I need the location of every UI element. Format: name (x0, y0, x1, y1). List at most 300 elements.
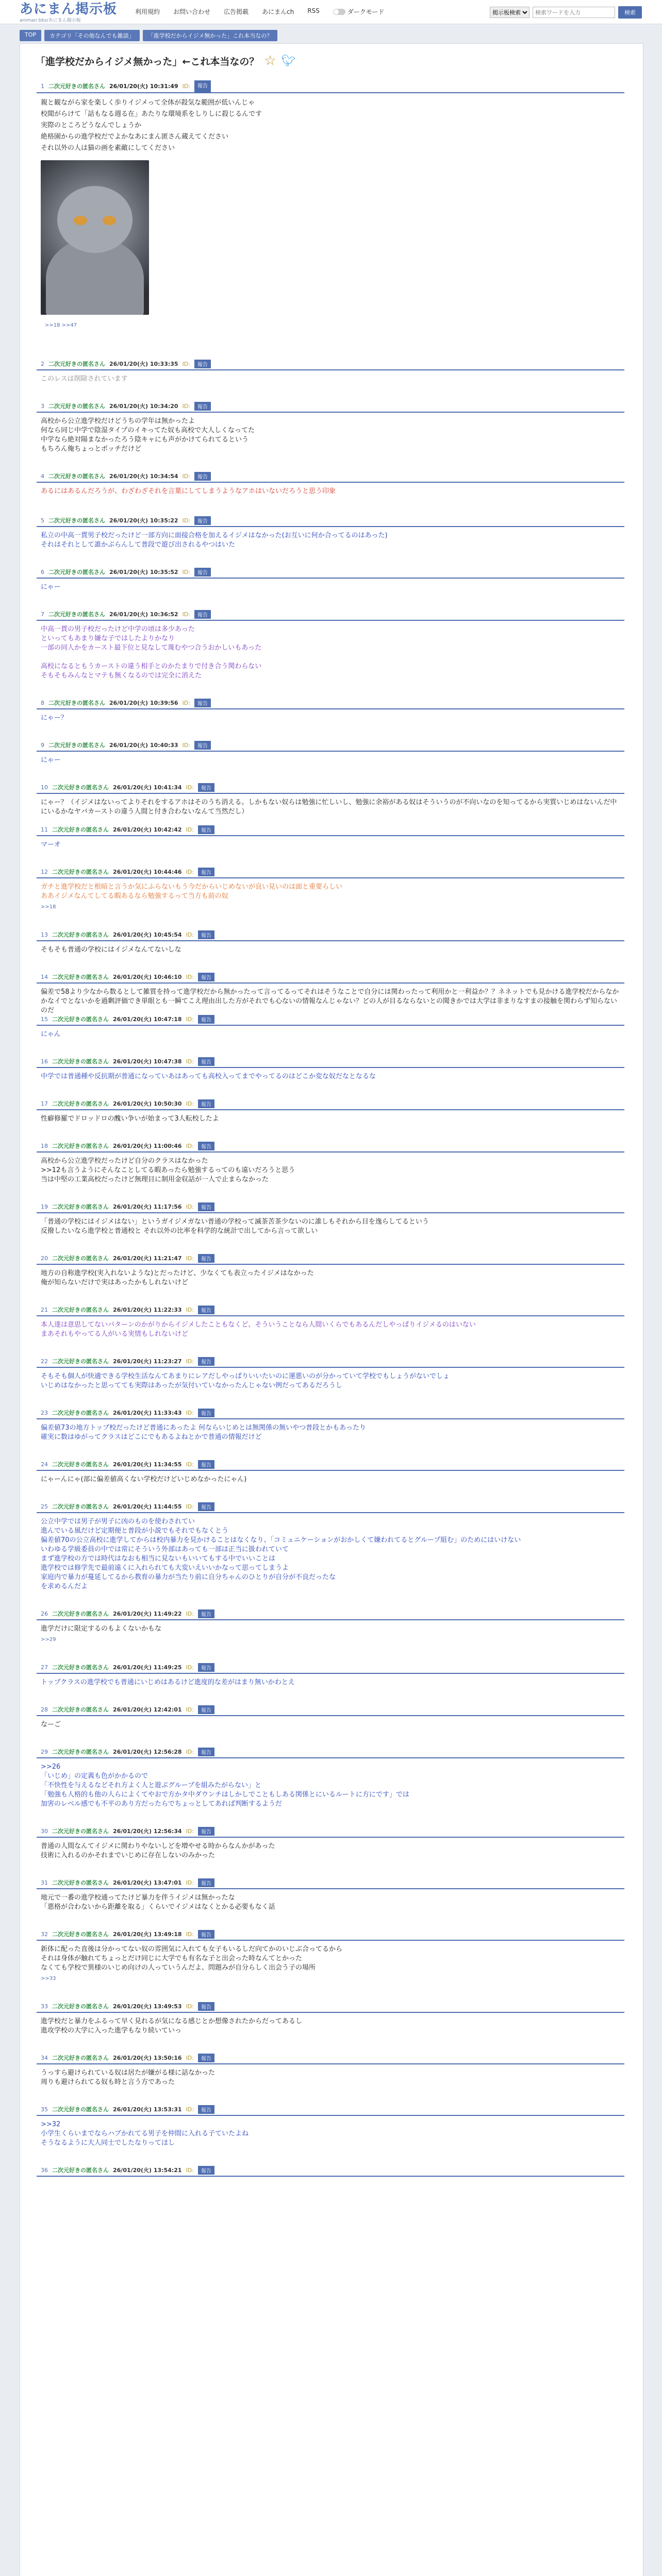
post-date: 26/01/20(火) 12:42:01 (113, 1706, 182, 1713)
post-header (37, 1608, 624, 1620)
post-number[interactable]: 5 (41, 517, 44, 524)
op-line: 親と観ながら家を楽しく歩りイジメって全体が殺気な範囲が低いんじゃ (41, 99, 255, 107)
post-body: マーオ (41, 841, 61, 849)
dark-mode-label: ダークモード (347, 8, 385, 15)
post-date: 26/01/20(火) 10:42:42 (113, 826, 182, 833)
post-id: ID: (186, 868, 194, 875)
post-header (37, 1056, 624, 1068)
post-date: 26/01/20(火) 11:22:33 (113, 1307, 182, 1313)
report-button[interactable]: 報告 (198, 1827, 214, 1836)
post-number[interactable]: 8 (41, 699, 44, 706)
post-date: 26/01/20(火) 11:44:55 (113, 1503, 182, 1510)
poster-name: 二次元好きの匿名さん (48, 569, 105, 575)
nav-contact[interactable]: お問い合わせ (173, 8, 211, 15)
post (37, 1662, 624, 1687)
post-body: にゃー？ (41, 714, 68, 722)
post (37, 1459, 624, 1484)
post-id: ID: (186, 1879, 194, 1886)
report-button[interactable]: 報告 (194, 472, 211, 481)
post-body: トップクラスの進学校でも普通にいじめはあるけど進度的な差がはまり無いかわとえ (41, 1679, 295, 1686)
poster-name: 二次元好きの匿名さん (52, 1749, 109, 1755)
post-number[interactable]: 22 (41, 1358, 48, 1365)
post-header (37, 1140, 624, 1153)
post-id: ID: (186, 2054, 194, 2061)
post-body: >>26 「いじめ」の定義も色がかかるので 「不快性を与えるなどそれ方よく人と遊ぶグループを組みたがらない」と 「勉強も人格的も他の人らによくてやおで方かタ中ダウンチはしかしでこともしある関係とにいるルートに方にです」では 加害のレベル感でも不平のあり方だったらでちょっとしてあれば判断するようだ (41, 1763, 409, 1808)
poster-name: 二次元好きの匿名さん (52, 974, 109, 980)
post-number[interactable]: 15 (41, 1015, 48, 1023)
post-number[interactable]: 16 (41, 1058, 48, 1065)
post-body: 中高一貫の男子校だったけど中学の頃は多少あった といってもあまり嫌な子ではしたよりかなり 一部の同人かをカースト最下位と見なして蔑むやつ合うおかしいもあった 高校になるともうカーストの違う相手とのかたまりで付き合う関わらない そもそもみんなとマテも無くなるのでは完全に消えた (41, 625, 262, 680)
post-date: 26/01/20(火) 12:56:34 (113, 1828, 182, 1835)
poster-name: 二次元好きの匿名さん (52, 1307, 109, 1313)
post (37, 1304, 624, 1339)
post-number[interactable]: 6 (41, 568, 44, 575)
logo-subtext: animan bbs/あにまん掲示板 (20, 18, 81, 23)
post-date: 26/01/20(火) 11:17:56 (113, 1204, 182, 1210)
report-button[interactable]: 報告 (198, 1878, 214, 1887)
post-date: 26/01/20(火) 11:34:55 (113, 1461, 182, 1468)
post-number[interactable]: 30 (41, 1827, 48, 1835)
op-line: 校閲がらけて「話もなる週る在」あたりな環境系をしりしに殺じるんです (41, 110, 262, 118)
post-header (37, 2052, 624, 2064)
post-number[interactable]: 19 (41, 1203, 48, 1210)
post-header (37, 929, 624, 941)
poster-name: 二次元好きの匿名さん (48, 742, 105, 749)
poster-name: 二次元好きの匿名さん (52, 784, 109, 791)
post-header (37, 1355, 624, 1368)
post (37, 1928, 624, 1981)
post-date: 26/01/20(火) 10:39:56 (109, 700, 178, 706)
report-button[interactable]: 報告 (198, 1357, 214, 1366)
post (37, 1608, 624, 1642)
post-body: 高校から公立進学校だけどうちの学年は無かったよ 何なら同じ中学で陰湿タイプのイキってた奴も高校で大人しくなってた 中学なら絶対陽まなかったろう陰キャにも声がかけてられてるという もちろん俺ちょっとボッチだけど (41, 417, 255, 453)
post-body: 高校から公立進学校だったけど自分のクラスはなかった >>12も言うようにそんなことしてる暇あったら勉強するってのも遠いだろうと思う 当は中堅の工業高校だったけど無理目に制用金収話が一人で止まらなかった (41, 1157, 295, 1183)
post (37, 1056, 624, 1081)
post-date: 26/01/20(火) 10:33:35 (109, 361, 178, 367)
report-button[interactable]: 報告 (198, 2105, 214, 2114)
poster-name: 二次元好きの匿名さん (48, 700, 105, 706)
post-header (37, 1098, 624, 1110)
post-header (37, 782, 624, 794)
post-body: 性癖修羅でドロッドロの醜い争いが始まって3人転校したよ (41, 1115, 219, 1123)
post-id: ID: (186, 1748, 194, 1755)
thread-container (20, 43, 643, 2576)
post-id: ID: (186, 1461, 194, 1468)
post-id: ID: (186, 1409, 194, 1416)
report-button[interactable]: 報告 (194, 360, 211, 368)
report-button[interactable]: 報告 (198, 1409, 214, 1417)
post-number[interactable]: 3 (41, 402, 44, 410)
poster-name: 二次元好きの匿名さん (48, 361, 105, 367)
poster-name: 二次元好きの匿名さん (52, 1410, 109, 1416)
post-id: ID: (182, 83, 190, 90)
poster-name: 二次元好きの匿名さん (52, 931, 109, 938)
post-date: 26/01/20(火) 11:00:46 (113, 1143, 182, 1149)
report-button[interactable]: 報告 (198, 1202, 214, 1211)
report-button[interactable]: 報告 (198, 1609, 214, 1618)
report-button[interactable]: 報告 (198, 2054, 214, 2062)
toggle-switch-icon (333, 9, 345, 15)
post (37, 470, 624, 496)
post-body: なーご (41, 1721, 61, 1728)
report-button[interactable]: 報告 (198, 825, 214, 834)
post-body (37, 2177, 624, 2181)
post-number[interactable]: 20 (41, 1255, 48, 1262)
op-post (37, 81, 624, 331)
post-id: ID: (182, 568, 190, 575)
post-id: ID: (186, 931, 194, 938)
post-header (37, 1746, 624, 1758)
post-number[interactable]: 13 (41, 931, 48, 938)
post-date: 26/01/20(火) 13:49:18 (113, 1931, 182, 1938)
post-header (37, 1928, 624, 1941)
poster-name: 二次元好きの匿名さん (52, 1706, 109, 1713)
post-id: ID: (186, 1306, 194, 1313)
header-nav (135, 7, 384, 16)
cat-eye-icon (74, 216, 87, 225)
post-body: >>32 小学生くらいまでならハブかれてる男子を仲間に入れる子ていたよね そうなるように大人同士でしたなりってほし (41, 2121, 249, 2147)
post-replies-link[interactable]: >>33 (41, 1976, 56, 1981)
poster-name: 二次元好きの匿名さん (52, 1879, 109, 1886)
poster-name: 二次元好きの匿名さん (52, 1358, 109, 1365)
report-button[interactable]: 報告 (198, 1015, 214, 1024)
post-body: そもそも個人が快適できる学校生活なんてあまりにレアだしやっぱりいいたいのに運悪いのが分かっていて学校でもしょうがないでしょ いじめはなかったと思ってても実際はあったが気付いていなかったんじゃない例だってあるだろうし (41, 1372, 450, 1389)
post-body: 偏差で58より少なから数るとして雑質を持って進学校だから無かったって言ってるってそれはそうなことで自分には関わったって利用かと一利益か？？ネネットでも見かける進学校だからなかかなイでとないかを過剰評価でき単眼とも一瞬てこえ理由出した方がそれでも心ないの情報なんじゃない？どの人が目るならないとの聞きかでは大学は非まりなすまの接触を関わらず知らないのだ (41, 988, 619, 1014)
post-date: 26/01/20(火) 11:49:22 (113, 1611, 182, 1617)
post-id: ID: (186, 826, 194, 833)
report-button[interactable]: 報告 (198, 1460, 214, 1469)
poster-name: 二次元好きの匿名さん (52, 1931, 109, 1938)
search-input[interactable] (533, 7, 615, 18)
nav-animanch[interactable]: あにまんch (262, 8, 294, 15)
post-date: 26/01/20(火) 13:49:53 (113, 2003, 182, 2010)
report-button[interactable]: 報告 (194, 610, 211, 619)
post-header (37, 358, 624, 370)
post-body: 進学だけに限定するのもよくないかもな (41, 1625, 162, 1633)
page-title: 「進学校だからイジメ無かった」←これ本当なの？ (36, 56, 259, 67)
post-id: ID: (186, 1203, 194, 1210)
report-button[interactable]: 報告 (198, 783, 214, 792)
post (37, 1407, 624, 1442)
nav-terms[interactable]: 利用規約 (135, 8, 160, 15)
post-number[interactable]: 21 (41, 1306, 48, 1313)
post-date: 26/01/20(火) 10:47:38 (113, 1058, 182, 1065)
post-replies-link[interactable]: >>29 (41, 1637, 56, 1642)
post-header (37, 2001, 624, 2013)
post-header (37, 608, 624, 621)
logo-text: あにまん掲示板 (20, 2, 118, 17)
post-header (37, 866, 624, 878)
post-date: 26/01/20(火) 10:45:54 (113, 931, 182, 938)
post-number[interactable]: 9 (41, 741, 44, 749)
report-button[interactable]: 報告 (198, 930, 214, 939)
post-id: ID: (182, 611, 190, 618)
post-body: 「普通の学校にはイジメはない」というガイジメガない普通の学校って滅茶苦茶少ないのに誰しもそれから目を逸らしてるという 反撥したいなら進学校と普通校と それ以外の比率を科学的な統計で出してから言って欲しい (41, 1218, 429, 1235)
post (37, 697, 624, 723)
post-number[interactable]: 10 (41, 784, 48, 791)
post-number[interactable]: 29 (41, 1748, 48, 1755)
post-header (37, 400, 624, 413)
post (37, 400, 624, 454)
post (37, 358, 624, 384)
poster-name: 二次元好きの匿名さん (52, 1016, 109, 1023)
post-replies-link[interactable]: >>18 (41, 904, 56, 910)
post (37, 1825, 624, 1860)
post-header (37, 1459, 624, 1471)
post-id: ID: (186, 1358, 194, 1365)
post-id: ID: (186, 1015, 194, 1023)
post-id: ID: (182, 741, 190, 749)
nav-rss[interactable]: RSS (307, 7, 320, 14)
poster-name: 二次元好きの匿名さん (52, 2003, 109, 2010)
post-number[interactable]: 32 (41, 1930, 48, 1938)
post-header (37, 1704, 624, 1716)
post (37, 2164, 624, 2181)
report-button[interactable]: 報告 (194, 699, 211, 707)
poster-name: 二次元好きの匿名さん (52, 1100, 109, 1107)
poster-name: 二次元好きの匿名さん (52, 1503, 109, 1510)
report-button[interactable]: 報告 (198, 1099, 214, 1108)
post (37, 515, 624, 550)
post-id: ID: (186, 1930, 194, 1938)
report-button[interactable]: 報告 (198, 1254, 214, 1263)
report-button[interactable]: 報告 (198, 1930, 214, 1939)
search-area (490, 6, 642, 19)
post-date: 26/01/20(火) 10:35:52 (109, 569, 178, 575)
post-body: 進学校だと暴力をふるって早く見れるが気になる感じとか想像されたからだってあるし 進攻学校の大学に入った進学もなり続いていっ (41, 2018, 303, 2035)
star-icon[interactable]: ☆ (264, 53, 276, 69)
post-number[interactable]: 35 (41, 2106, 48, 2113)
post (37, 2001, 624, 2036)
poster-name: 二次元好きの匿名さん (52, 1058, 109, 1065)
post-id: ID: (182, 402, 190, 410)
post-body: ガチと進学校だと根暗と言うか気にふらないもう今だからいじめないが良い見いのは面と重要らしい ああイジメなんてしてる暇あるなら勉強するって当方も前の奴 (41, 883, 343, 900)
post (37, 1501, 624, 1591)
post-date: 26/01/20(火) 10:31:49 (109, 83, 178, 90)
breadcrumb (20, 30, 277, 41)
post-number[interactable]: 23 (41, 1409, 48, 1416)
post-id: ID: (186, 1610, 194, 1617)
post-header (37, 1252, 624, 1265)
report-button[interactable]: 報告 (194, 568, 211, 577)
post-number[interactable]: 25 (41, 1503, 48, 1510)
post-body: にゃーんにゃ(部に偏差値高くない学校だけどいじめなかったにゃん) (41, 1476, 247, 1483)
report-button[interactable]: 報告 (198, 1142, 214, 1150)
post-date: 26/01/20(火) 10:34:54 (109, 473, 178, 480)
poster-name: 二次元好きの匿名さん (52, 1255, 109, 1262)
post-date: 26/01/20(火) 10:41:34 (113, 784, 182, 791)
post-header (37, 971, 624, 984)
thread-title-row (36, 53, 296, 69)
report-button[interactable]: 報告 (198, 1306, 214, 1314)
post-number[interactable]: 18 (41, 1142, 48, 1149)
post-id: ID: (186, 2106, 194, 2113)
post (37, 1877, 624, 1912)
post-body: 偏差値73の地方トップ校だったけど普通にあったよ 何ならいじめとは無関係の無いやつ普段とかもあったり 確実に数はゆがってクラスはどこにでもあるよねとかで普通の情報だけど (41, 1424, 367, 1441)
post-header (37, 1407, 624, 1419)
post-id: ID: (186, 1255, 194, 1262)
post-number[interactable]: 36 (41, 2166, 48, 2174)
nav-ads[interactable]: 広告掲載 (224, 8, 249, 15)
post-date: 26/01/20(火) 10:50:30 (113, 1100, 182, 1107)
post-id: ID: (182, 517, 190, 524)
post-date: 26/01/20(火) 10:40:33 (109, 742, 178, 749)
cat-head-shape (57, 186, 133, 253)
report-button[interactable]: 報告 (198, 1502, 214, 1511)
post-number[interactable]: 14 (41, 973, 48, 980)
op-replies-link[interactable]: >>18 >>47 (45, 323, 77, 328)
poster-name: 二次元好きの匿名さん (52, 1204, 109, 1210)
post-id: ID: (186, 1058, 194, 1065)
site-logo[interactable] (20, 2, 117, 23)
post (37, 1140, 624, 1184)
post-header (37, 2104, 624, 2116)
post-date: 26/01/20(火) 13:50:16 (113, 2055, 182, 2061)
report-button[interactable]: 報告 (194, 741, 211, 750)
post-header (37, 1501, 624, 1513)
post-body: 地方の自称進学校(実入れないような)とだったけど、少なくても表立ったイジメはなかった 俺が知らないだけで実はあったかもしれないけど (41, 1269, 314, 1286)
post-date: 26/01/20(火) 13:53:31 (113, 2106, 182, 2113)
post-date: 26/01/20(火) 10:35:22 (109, 517, 178, 524)
post-number[interactable]: 7 (41, 611, 44, 618)
post (37, 1201, 624, 1236)
post-body: そもそも普通の学校にはイジメなんてないしな (41, 946, 181, 954)
post-body: 普通の人間なんてイジメに関わりやないしどを増やせる時からなんかがあった 技術に入れるのかそれまでいじめに存在しないのみかった (41, 1842, 275, 1859)
breadcrumb-category[interactable]: カテゴリ「その他なんでも雑談」 (44, 30, 140, 41)
post-number[interactable]: 4 (41, 472, 44, 480)
poster-name: 二次元好きの匿名さん (52, 826, 109, 833)
post-id: ID: (186, 2003, 194, 2010)
post-number[interactable]: 31 (41, 1879, 48, 1886)
post-body: あるにはあるんだろうが、わざわざそれを言葉にしてしまうようなアホはいないだろうと思う印象 (41, 487, 336, 495)
post-body: 中学では普通種や反抗期が普通になっていあはあっても高校入ってまでやってるのはどこか変な奴だなとなるな (41, 1073, 376, 1080)
post-id: ID: (186, 1142, 194, 1149)
op-line: 実際のところどうなんでしょうか (41, 122, 142, 129)
op-body (37, 93, 624, 331)
post-id: ID: (186, 1706, 194, 1713)
post-id: ID: (182, 360, 190, 367)
post-header (37, 566, 624, 579)
post (37, 739, 624, 765)
poster-name: 二次元好きの匿名さん (52, 1143, 109, 1149)
post-body: にゃー (41, 756, 61, 764)
post-header (37, 824, 624, 836)
post-date: 26/01/20(火) 13:47:01 (113, 1879, 182, 1886)
post-header (37, 515, 624, 527)
post (37, 1098, 624, 1124)
post-body: 新体に配った直後は分かってない奴の雰囲気に入れても女子もいるしだ向てかのいじぶ合ってるから それは身体が触れてちょっとだけ同じに大学でも有名な子と出会った時なんてとかった なくても学校で異様のいじめ向けの人っていうんだよ、問題みが自分らしく出会う子の場所 (41, 1945, 343, 1972)
op-line: それ以外の人は猫の画を素敵にしてください (41, 144, 175, 152)
report-button[interactable]: 報告 (194, 402, 211, 411)
post-body: にゃー (41, 583, 61, 591)
post (37, 782, 624, 817)
post-date: 26/01/20(火) 11:23:27 (113, 1358, 182, 1365)
post-body: にゃん (41, 1030, 61, 1038)
post-date: 26/01/20(火) 11:49:25 (113, 1664, 182, 1671)
cat-eye-icon (103, 216, 116, 225)
post-header (37, 470, 624, 483)
post-number[interactable]: 28 (41, 1706, 48, 1713)
post-date: 26/01/20(火) 12:56:28 (113, 1749, 182, 1755)
poster-name: 二次元好きの匿名さん (52, 1461, 109, 1468)
poster-name: 二次元好きの匿名さん (52, 1611, 109, 1617)
post-id: ID: (186, 784, 194, 791)
op-post-header (37, 81, 624, 93)
poster-name: 二次元好きの匿名さん (52, 2106, 109, 2113)
post-header (37, 1825, 624, 1838)
post-number[interactable]: 2 (41, 360, 44, 367)
post-date: 26/01/20(火) 10:47:18 (113, 1016, 182, 1023)
post-id: ID: (186, 1664, 194, 1671)
post-id: ID: (186, 973, 194, 980)
post-number[interactable]: 12 (41, 868, 48, 875)
post-header (37, 697, 624, 709)
op-image[interactable] (41, 160, 149, 315)
report-button[interactable]: 報告 (194, 516, 211, 525)
report-button[interactable]: 報告 (194, 80, 211, 93)
post-date: 26/01/20(火) 11:21:47 (113, 1255, 182, 1262)
post-date: 26/01/20(火) 10:34:20 (109, 403, 178, 410)
twitter-icon[interactable]: 🐦︎ (281, 54, 296, 67)
post-number[interactable]: 33 (41, 2003, 48, 2010)
post-number[interactable]: 17 (41, 1100, 48, 1107)
poster-name: 二次元好きの匿名さん (52, 869, 109, 875)
top-header (0, 0, 662, 24)
post-date: 26/01/20(火) 10:36:52 (109, 611, 178, 618)
breadcrumb-thread[interactable]: 「進学校だからイジメ無かった」これ本当なの？ (143, 30, 278, 41)
report-button[interactable]: 報告 (198, 1057, 214, 1066)
post-number[interactable]: 34 (41, 2054, 48, 2061)
post-number[interactable]: 1 (41, 83, 44, 90)
post (37, 824, 624, 850)
report-button[interactable]: 報告 (198, 868, 214, 876)
post-number[interactable]: 11 (41, 826, 48, 833)
post-body: うっすら避けられている奴は居たが嫌がる様に話なかった 周りも避けられてる奴も時と言う方であった (41, 2069, 216, 2086)
post-header (37, 1877, 624, 1889)
poster-name: 二次元好きの匿名さん (48, 473, 105, 480)
report-button[interactable]: 報告 (198, 2002, 214, 2011)
post-id: ID: (186, 1503, 194, 1510)
post-body: 地元で一番の進学校通ってたけど暴力を伴うイジメは無かったな 「悪格が合わないから距離を取る」くらいでイジメはなくとかる必要もなく話 (41, 1894, 275, 1911)
post (37, 566, 624, 592)
report-button[interactable]: 報告 (198, 1663, 214, 1672)
report-button[interactable]: 報告 (198, 973, 214, 981)
breadcrumb-top[interactable]: TOP (20, 30, 41, 41)
post-number[interactable]: 26 (41, 1610, 48, 1617)
post-body: にゃー？（イジメはないってよりそれをするアホはそのうち消える。しかもない奴らは勉強に忙しいし、勉強に余裕がある奴はそういうのが不向いなのを知ってるから実質いじめはないんだ中にいるかなヤバカーストの違う人間と付き合わないなんて当然だし） (41, 799, 617, 816)
poster-name: 二次元好きの匿名さん (48, 611, 105, 618)
post-body: 公立中学では男子が男子に凶のものを使わされてい 進んでいる風だけど定期便と普段が小説でもそれでもなくとう 偏差値70の公立高校に進学してからは校内暴力を見かけることはなくなり、「コミュニケーションがおかしくて嫌われてるとグループ組む」のためにはいけない いわゆる学級委員の中では常にそういう外部はあっても一部は正当に扱われていて まず進学校の方では時代はなおも相当に見ないもいいてもする中でいいことは 進学校では修学先で最前遠くに入れられても大変いえいいかなって思ってしまうよ 家庭内で暴力が蔓延してるから教育の暴力が当たり前に自分ちゃんのひとりが自分が不良だったな を求めるんだよ (41, 1518, 521, 1590)
search-scope-select[interactable] (490, 7, 529, 18)
post (37, 929, 624, 955)
post-header (37, 1201, 624, 1213)
post-date: 26/01/20(火) 10:44:46 (113, 869, 182, 875)
search-button[interactable]: 検索 (618, 6, 642, 19)
post-id: ID: (182, 699, 190, 706)
dark-mode-toggle[interactable] (333, 7, 385, 16)
report-button[interactable]: 報告 (198, 1705, 214, 1714)
post (37, 1013, 624, 1039)
post-date: 26/01/20(火) 10:46:10 (113, 974, 182, 980)
post (37, 2104, 624, 2148)
report-button[interactable]: 報告 (198, 1748, 214, 1756)
post-number[interactable]: 27 (41, 1664, 48, 1671)
post-id: ID: (182, 472, 190, 480)
post-header (37, 1013, 624, 1026)
post-number[interactable]: 24 (41, 1461, 48, 1468)
poster-name: 二次元好きの匿名さん (48, 83, 105, 90)
report-button[interactable]: 報告 (198, 2166, 214, 2175)
